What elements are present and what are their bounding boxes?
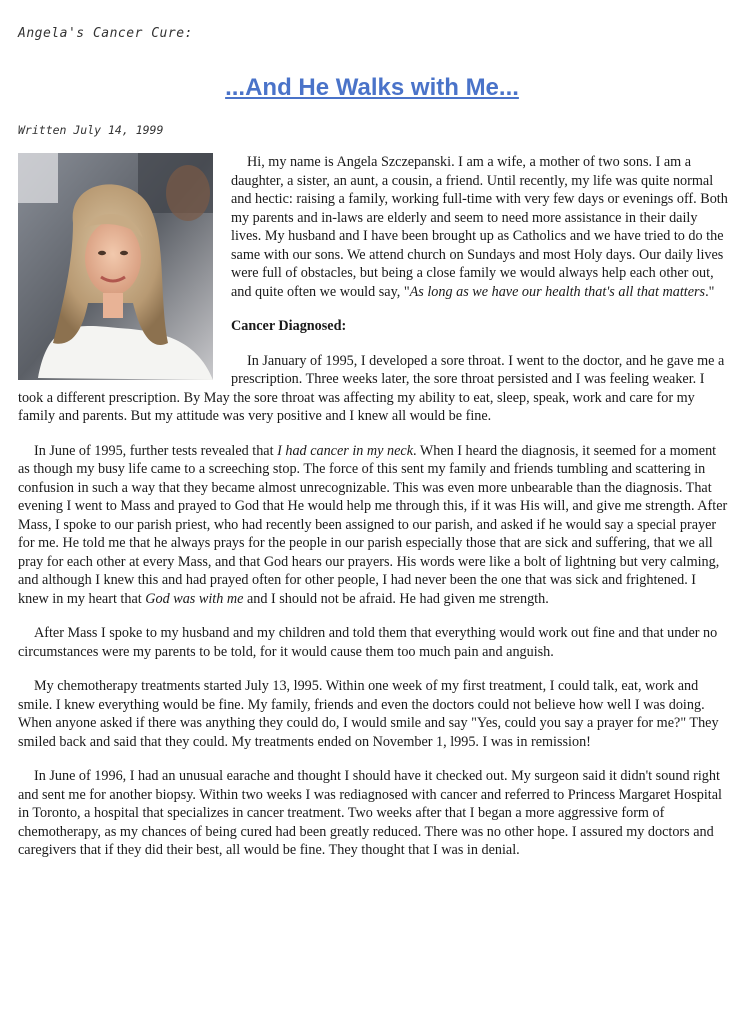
p2-text-b: . When I heard the diagnosis, it seemed for a moment as though my busy life came to a screeching stop. The force of this sent my family and friends tumbling and scattering in confusion in such a way that they became almost unrecognizable. This was even more unbearable than the diagnosis. That evening I went to Mass and prayed to God that He would help me through this, if it was His will, and give me strength. After Mass, I spoke to our parish priest, who had recently been assigned to our parish, and asked if he would say a special prayer for me. He told me that he always prays for the people in our parish especially those that are sick and suffering, that we all pray for each other at every Mass, and that God hears our prayers. His words were like a bolt of lightning but very calming, and although I knew this and had prayed often for other people, I had never been the one that was sick and frightened. I knew in my heart that bbox=[18, 442, 728, 607]
section-heading: Cancer Diagnosed: bbox=[231, 318, 347, 334]
p2-emphasis: I had cancer in my neck bbox=[277, 442, 413, 459]
photo-spacer bbox=[18, 153, 231, 382]
paragraph-january: In January of 1995, I developed a sore throat. I went to the doctor, and he gave me a prescription. Three weeks later, the sore throat persisted and I was feeling weaker. I took a different prescription. By May the sore throat was affecting my ability to eat, sleep, speak, work and care for my family and parents. But my attitude was very positive and I knew all would be fine. bbox=[18, 352, 725, 424]
intro-text-end: ." bbox=[705, 283, 715, 300]
paragraph-june-1996: In June of 1996, I had an unusual earache and thought I should have it checked out. My surgeon said it didn't sound right and sent me for another biopsy. Within two weeks I was rediagnosed with cancer and referred to Princess Margaret Hospital in Toronto, a hospital that specializes in cancer treatment. Two weeks after that I began a more aggressive form of chemotherapy, as my chances of being cured had been greatly reduced. There was no other hope. I assured my doctors and caregivers that if they did their best, all would be fine. They thought that I was in denial. bbox=[18, 768, 722, 858]
p2-text-c: and I should not be afraid. He had given me strength. bbox=[243, 590, 549, 607]
paragraph-after-mass: After Mass I spoke to my husband and my children and told them that everything would work out fine and that under no circumstances were my parents to be told, for it would cause them too much pain and anguish. bbox=[18, 625, 718, 660]
paragraph-june-1995 bbox=[18, 442, 730, 609]
p2-text-a: In June of 1995, further tests revealed that bbox=[34, 442, 278, 459]
intro-quote: As long as we have our health that's all that matters bbox=[409, 283, 706, 300]
paragraph-chemotherapy: My chemotherapy treatments started July 13, l995. Within one week of my first treatment, I could talk, eat, work and smile. I knew everything would be fine. My family, friends and even the doctors could not believe how well I was doing. When anyone asked if there was anything they could do, I would smile and say "Yes, could you say a prayer for me?" They smiled back and said that they could. My treatments ended on November 1, l995. I was in remission! bbox=[18, 678, 719, 750]
article-body bbox=[18, 153, 730, 876]
intro-text: Hi, my name is Angela Szczepanski. I am a wife, a mother of two sons. I am a daughter, a sister, an aunt, a cousin, a friend. Until recently, my life was quite normal and hectic: raising a family, working full-time with very few days or evenings off. Both my parents and in-laws are elderly and seem to need more assistance in their daily lives. My husband and I have been brought up as Catholics and we have tried to do the same with our sons. We attend church on Sundays and most Holy days. Our daily lives were full of obstacles, but being a close family we would always help each other out, and quite often we would say, " bbox=[231, 154, 728, 300]
page-title[interactable]: ...And He Walks with Me... bbox=[225, 74, 519, 101]
p2-emphasis-2: God was with me bbox=[145, 590, 244, 607]
written-date: Written July 14, 1999 bbox=[18, 123, 164, 137]
series-header: Angela's Cancer Cure: bbox=[18, 26, 193, 41]
